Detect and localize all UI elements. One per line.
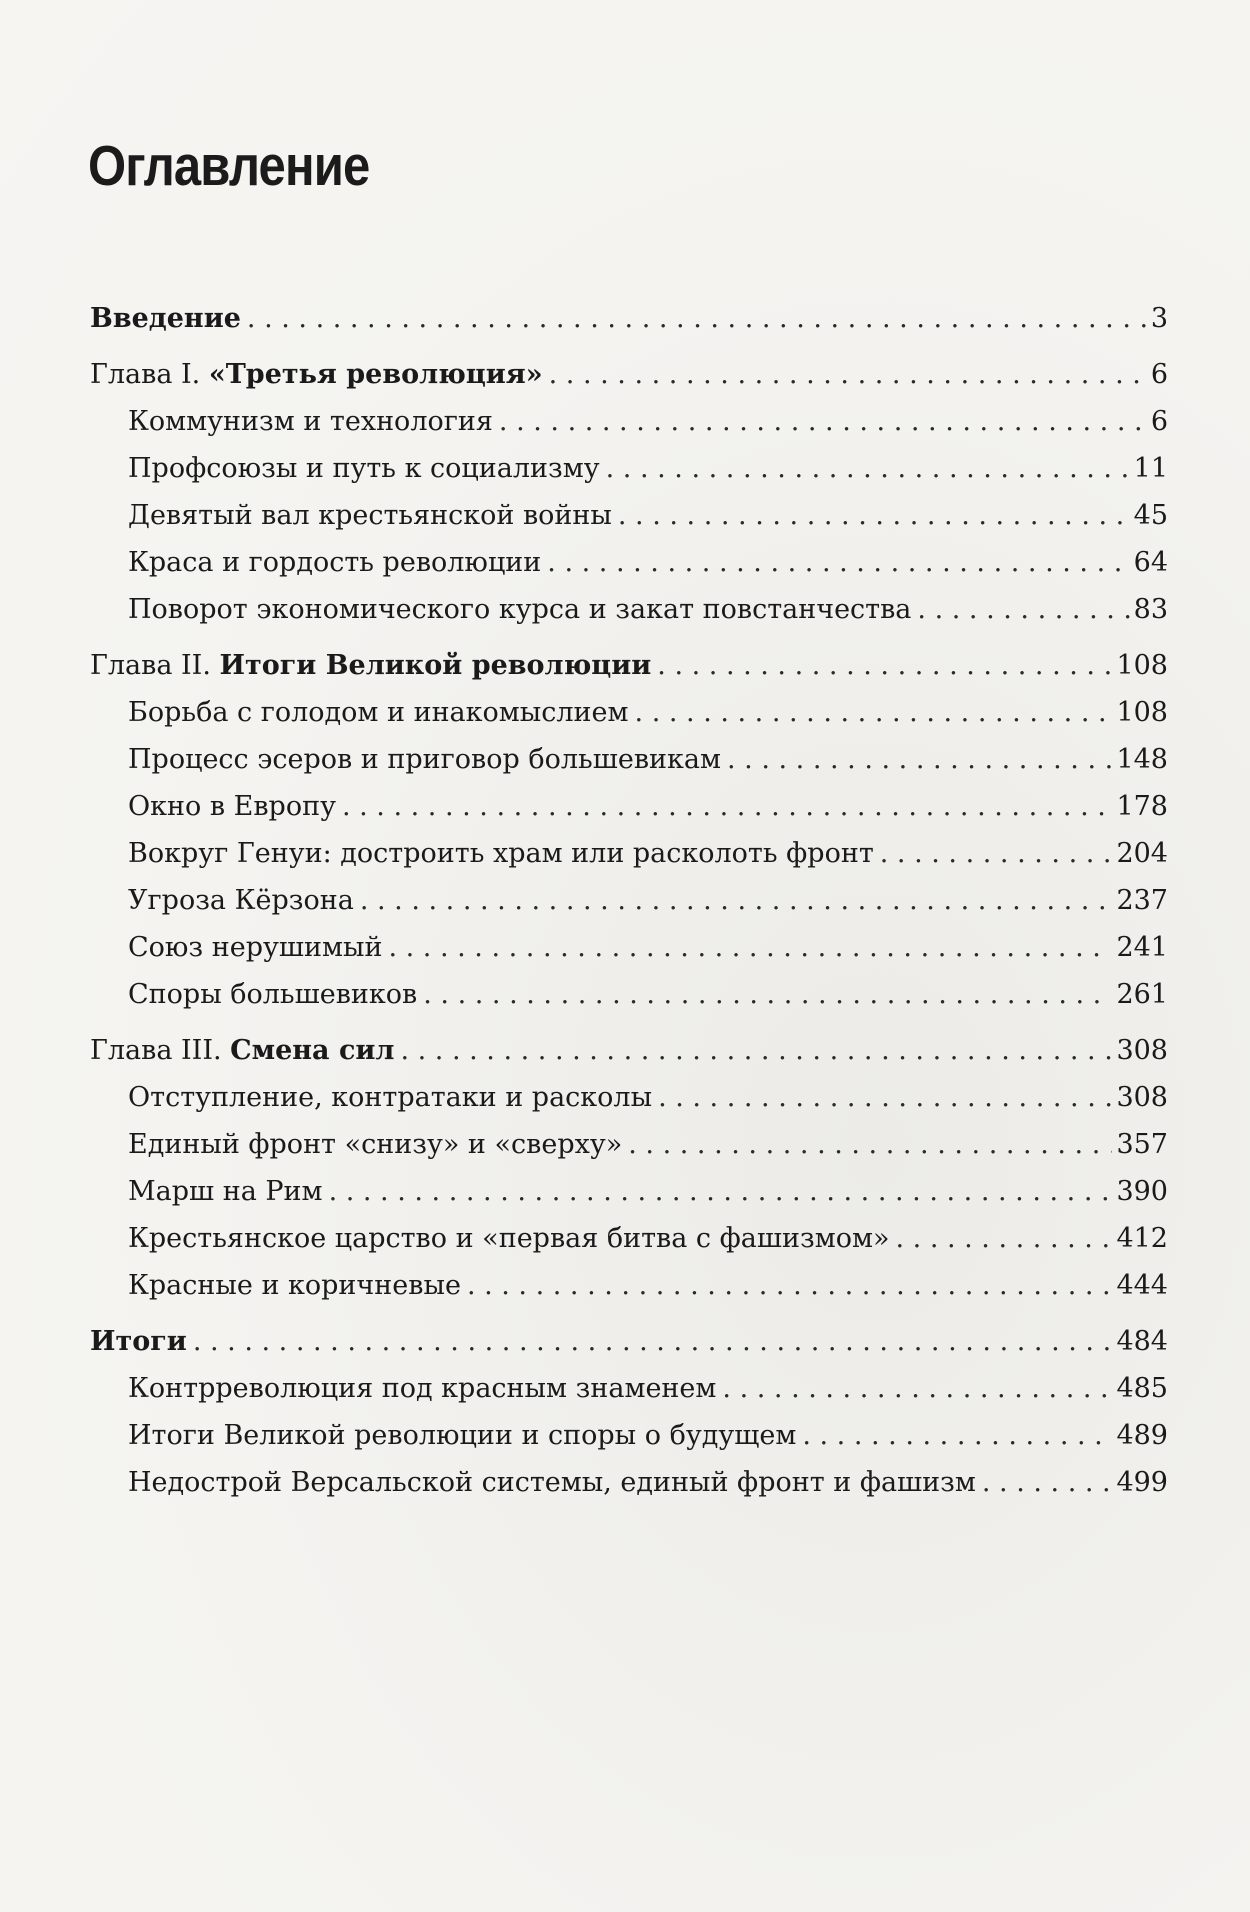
subentry-title: Единый фронт «снизу» и «сверху» [128, 1129, 623, 1160]
toc-subentry[interactable] [90, 924, 1168, 971]
toc-section-chapter-2 [90, 642, 1168, 1018]
toc-subentry[interactable] [90, 1168, 1168, 1215]
subentry-title: Споры большевиков [128, 979, 418, 1010]
subentry-title: Красные и коричневые [128, 1270, 461, 1301]
subentry-title: Марш на Рим [128, 1176, 323, 1207]
toc-subentry[interactable] [90, 736, 1168, 783]
dot-leader [658, 1074, 1112, 1121]
page-number: 357 [1116, 1129, 1168, 1160]
subentry-title: Процесс эсеров и приговор большевикам [128, 744, 721, 775]
toc-subentry[interactable] [90, 783, 1168, 830]
toc-section-chapter-1 [90, 351, 1168, 633]
subentry-title: Девятый вал крестьянской войны [128, 500, 612, 531]
subentry-title: Отступление, контратаки и расколы [128, 1082, 653, 1113]
page-number: 148 [1116, 744, 1168, 775]
subentry-title: Коммунизм и технология [128, 406, 493, 437]
page-number: 108 [1116, 650, 1168, 681]
toc-subentry[interactable] [90, 539, 1168, 586]
dot-leader [467, 1262, 1113, 1309]
dot-leader [802, 1412, 1112, 1459]
page-number: 390 [1116, 1176, 1168, 1207]
chapter-prefix: Глава I. [90, 359, 209, 390]
page-title: Оглавление [88, 134, 370, 198]
toc-section-conclusion [90, 1318, 1168, 1506]
page-number: 412 [1116, 1223, 1168, 1254]
subentry-title: Окно в Европу [128, 791, 336, 822]
toc-subentry[interactable] [90, 1121, 1168, 1168]
page-number: 444 [1116, 1270, 1168, 1301]
toc-subentry[interactable] [90, 877, 1168, 924]
dot-leader [635, 689, 1113, 736]
page-number: 489 [1116, 1420, 1168, 1451]
table-of-contents [90, 295, 1168, 1515]
dot-leader [895, 1215, 1112, 1262]
chapter-title: Смена сил [230, 1035, 395, 1066]
dot-leader [618, 492, 1130, 539]
page-number: 64 [1133, 547, 1168, 578]
toc-entry[interactable] [90, 351, 1168, 398]
subentry-title: Борьба с голодом и инакомыслием [128, 697, 629, 728]
dot-leader [388, 924, 1112, 971]
toc-subentry[interactable] [90, 445, 1168, 492]
subentry-title: Угроза Кёрзона [128, 885, 354, 916]
toc-section-chapter-3 [90, 1027, 1168, 1309]
page-number: 308 [1116, 1082, 1168, 1113]
toc-subentry[interactable] [90, 830, 1168, 877]
dot-leader [722, 1365, 1112, 1412]
toc-subentry[interactable] [90, 586, 1168, 633]
dot-leader [329, 1168, 1113, 1215]
subentry-title: Недострой Версальской системы, единый фронт и фашизм [128, 1467, 976, 1498]
dot-leader [880, 830, 1113, 877]
page-number: 45 [1133, 500, 1168, 531]
page-number: 6 [1150, 406, 1168, 437]
dot-leader [606, 445, 1130, 492]
page-number: 261 [1116, 979, 1168, 1010]
dot-leader [193, 1318, 1113, 1365]
subentry-title: Союз нерушимый [128, 932, 383, 963]
toc-subentry[interactable] [90, 492, 1168, 539]
subentry-title: Профсоюзы и путь к социализму [128, 453, 600, 484]
page-number: 178 [1116, 791, 1168, 822]
dot-leader [657, 642, 1112, 689]
subentry-title: Краса и гордость революции [128, 547, 542, 578]
page-number: 241 [1116, 932, 1168, 963]
page-number: 484 [1116, 1326, 1168, 1357]
page-number: 237 [1116, 885, 1168, 916]
toc-subentry[interactable] [90, 971, 1168, 1018]
dot-leader [247, 295, 1147, 342]
chapter-title: Итоги [90, 1326, 187, 1357]
chapter-title: «Третья революция» [208, 359, 543, 390]
subentry-title: Крестьянское царство и «первая битва с фашизмом» [128, 1223, 890, 1254]
page-number: 204 [1116, 838, 1168, 869]
toc-subentry[interactable] [90, 1459, 1168, 1506]
toc-subentry[interactable] [90, 1262, 1168, 1309]
subentry-title: Вокруг Генуи: достроить храм или расколоть фронт [128, 838, 874, 869]
page-number: 3 [1150, 303, 1168, 334]
subentry-title: Контрреволюция под красным знаменем [128, 1373, 717, 1404]
toc-subentry[interactable] [90, 398, 1168, 445]
page-number: 6 [1150, 359, 1168, 390]
dot-leader [982, 1459, 1113, 1506]
toc-entry[interactable] [90, 295, 1168, 342]
toc-subentry[interactable] [90, 1365, 1168, 1412]
page-number: 485 [1116, 1373, 1168, 1404]
subentry-title: Поворот экономического курса и закат повстанчества [128, 594, 912, 625]
page-number: 83 [1133, 594, 1168, 625]
dot-leader [917, 586, 1129, 633]
toc-subentry[interactable] [90, 1215, 1168, 1262]
chapter-prefix: Глава III. [90, 1035, 231, 1066]
toc-entry[interactable] [90, 1318, 1168, 1365]
toc-subentry[interactable] [90, 689, 1168, 736]
dot-leader [549, 351, 1147, 398]
toc-subentry[interactable] [90, 1074, 1168, 1121]
toc-entry[interactable] [90, 642, 1168, 689]
dot-leader [400, 1027, 1112, 1074]
dot-leader [628, 1121, 1112, 1168]
toc-entry[interactable] [90, 1027, 1168, 1074]
toc-section-introduction [90, 295, 1168, 342]
page-number: 499 [1116, 1467, 1168, 1498]
dot-leader [342, 783, 1112, 830]
dot-leader [499, 398, 1147, 445]
page-number: 11 [1133, 453, 1168, 484]
dot-leader [423, 971, 1112, 1018]
chapter-title: Итоги Великой революции [219, 650, 652, 681]
page-number: 108 [1116, 697, 1168, 728]
dot-leader [727, 736, 1112, 783]
dot-leader [360, 877, 1113, 924]
page-number: 308 [1116, 1035, 1168, 1066]
toc-subentry[interactable] [90, 1412, 1168, 1459]
chapter-prefix: Глава II. [90, 650, 220, 681]
subentry-title: Итоги Великой революции и споры о будущем [128, 1420, 797, 1451]
dot-leader [547, 539, 1129, 586]
chapter-title: Введение [90, 303, 241, 334]
